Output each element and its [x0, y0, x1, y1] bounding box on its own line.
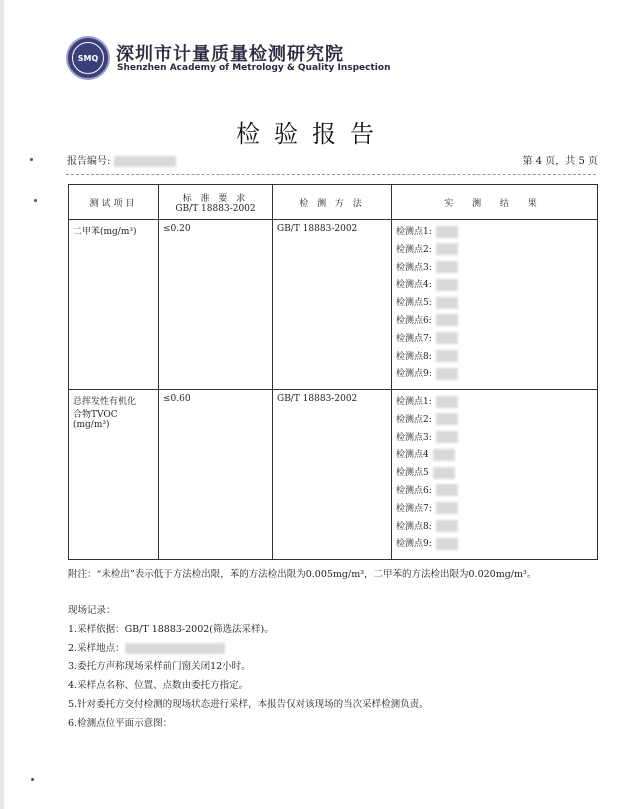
scan-speck — [30, 158, 33, 161]
point-label: 检测点9: — [396, 369, 432, 380]
requirement-value: ≤0.60 — [163, 394, 191, 404]
site-record-item: 1.采样依据：GB/T 18883-2002(筛选法采样)。 — [68, 623, 274, 635]
redacted-value — [436, 368, 458, 380]
item-name-line: 总挥发性有机化 — [73, 397, 137, 407]
redacted-value — [436, 431, 458, 443]
header-requirement-standard: GB/T 18883-2002 — [175, 203, 256, 214]
report-title: 检验报告 — [236, 120, 388, 148]
report-number — [67, 152, 176, 167]
site-record — [68, 602, 429, 734]
redacted-value — [433, 467, 455, 479]
point-label: 检测点4: — [396, 280, 432, 291]
method-value: GB/T 18883-2002 — [277, 224, 358, 234]
point-label: 检测点7: — [396, 503, 432, 514]
method-cell — [273, 390, 392, 560]
result-point — [396, 295, 593, 313]
result-point — [396, 430, 593, 448]
redacted-value — [436, 297, 458, 309]
site-record-item: 6.检测点位平面示意图： — [68, 717, 173, 729]
point-label: 检测点3: — [396, 432, 432, 443]
table-header-row — [69, 185, 598, 220]
redacted-value — [436, 243, 458, 255]
result-point — [396, 483, 593, 501]
method-cell — [273, 220, 392, 390]
point-label: 检测点6: — [396, 485, 432, 496]
item-cell — [69, 220, 159, 390]
result-point — [396, 349, 593, 367]
site-record-item: 3.委托方声称现场采样前门窗关闭12小时。 — [68, 661, 251, 673]
point-label: 检测点2: — [396, 244, 432, 255]
logo-text: SMQ — [72, 42, 104, 74]
smq-logo — [66, 36, 110, 80]
result-point — [396, 519, 593, 537]
point-label: 检测点5: — [396, 298, 432, 309]
point-label: 检测点6: — [396, 315, 432, 326]
result-point — [396, 501, 593, 519]
redacted-value — [436, 413, 458, 425]
redacted-value — [436, 520, 458, 532]
report-number-label: 报告编号: — [67, 156, 111, 167]
point-label: 检测点8: — [396, 351, 432, 362]
redacted-value — [436, 279, 458, 291]
table-row — [69, 390, 598, 560]
requirement-value: ≤0.20 — [163, 224, 191, 234]
table-note: 附注：“未检出”表示低于方法检出限，苯的方法检出限为0.005mg/m³，二甲苯的方法检出限为0.020mg/m³。 — [68, 569, 537, 580]
point-label: 检测点1: — [396, 397, 432, 407]
header-requirement — [159, 185, 273, 220]
result-point — [396, 366, 593, 384]
scan-speck — [31, 778, 34, 781]
point-label: 检测点3: — [396, 262, 432, 273]
redacted-value — [436, 350, 458, 362]
results-table — [68, 184, 598, 560]
page-info: 第 4 页，共 5 页 — [522, 156, 598, 167]
redacted-value — [436, 332, 458, 344]
redacted-value — [436, 226, 458, 238]
requirement-cell — [159, 390, 273, 560]
item-name-line: 合物TVOC — [73, 410, 118, 420]
result-point — [396, 447, 593, 465]
result-point — [396, 394, 593, 412]
redacted-value — [436, 538, 458, 550]
point-label: 检测点7: — [396, 333, 432, 344]
result-point — [396, 465, 593, 483]
site-record-item-label: 2.采样地点： — [68, 642, 125, 654]
point-label: 检测点8: — [396, 521, 432, 532]
item-name: 二甲苯(mg/m³) — [73, 227, 137, 237]
scan-speck — [34, 199, 37, 202]
point-label: 检测点9: — [396, 539, 432, 550]
result-point — [396, 260, 593, 278]
org-name-en: Shenzhen Academy of Metrology & Quality Inspection — [117, 63, 391, 73]
result-point — [396, 331, 593, 349]
result-point — [396, 536, 593, 554]
redacted-report-number — [114, 156, 176, 167]
result-point — [396, 242, 593, 260]
point-label: 检测点1: — [396, 227, 432, 237]
redacted-value — [436, 484, 458, 496]
site-record-item: 4.采样点名称、位置、点数由委托方指定。 — [68, 680, 249, 692]
site-record-item: 5.针对委托方交付检测的现场状态进行采样，本报告仅对该现场的当次采样检测负责。 — [68, 698, 429, 710]
site-record-heading: 现场记录： — [68, 605, 116, 616]
result-cell — [392, 390, 598, 560]
redacted-value — [433, 449, 455, 461]
org-name-cn: 深圳市计量质量检测研究院 — [116, 44, 344, 65]
redacted-value — [436, 314, 458, 326]
requirement-cell — [159, 220, 273, 390]
result-point — [396, 224, 593, 242]
header-test-item: 测试项目 — [69, 185, 159, 220]
table-row — [69, 220, 598, 390]
redacted-location — [125, 643, 225, 654]
header-result: 实 测 结 果 — [392, 185, 598, 220]
item-unit: (mg/m³) — [73, 420, 110, 430]
point-label: 检测点2: — [396, 414, 432, 425]
item-cell — [69, 390, 159, 560]
site-record-item — [68, 640, 429, 659]
redacted-value — [436, 502, 458, 514]
method-value: GB/T 18883-2002 — [277, 394, 358, 404]
result-point — [396, 277, 593, 295]
redacted-value — [436, 396, 458, 408]
redacted-value — [436, 261, 458, 273]
header-requirement-label: 标 准 要 求 — [182, 193, 249, 204]
result-cell — [392, 220, 598, 390]
header-method: 检 测 方 法 — [273, 185, 392, 220]
header-divider — [66, 174, 596, 175]
result-point — [396, 313, 593, 331]
result-point — [396, 412, 593, 430]
point-label: 检测点5 — [396, 468, 429, 479]
point-label: 检测点4 — [396, 450, 429, 461]
